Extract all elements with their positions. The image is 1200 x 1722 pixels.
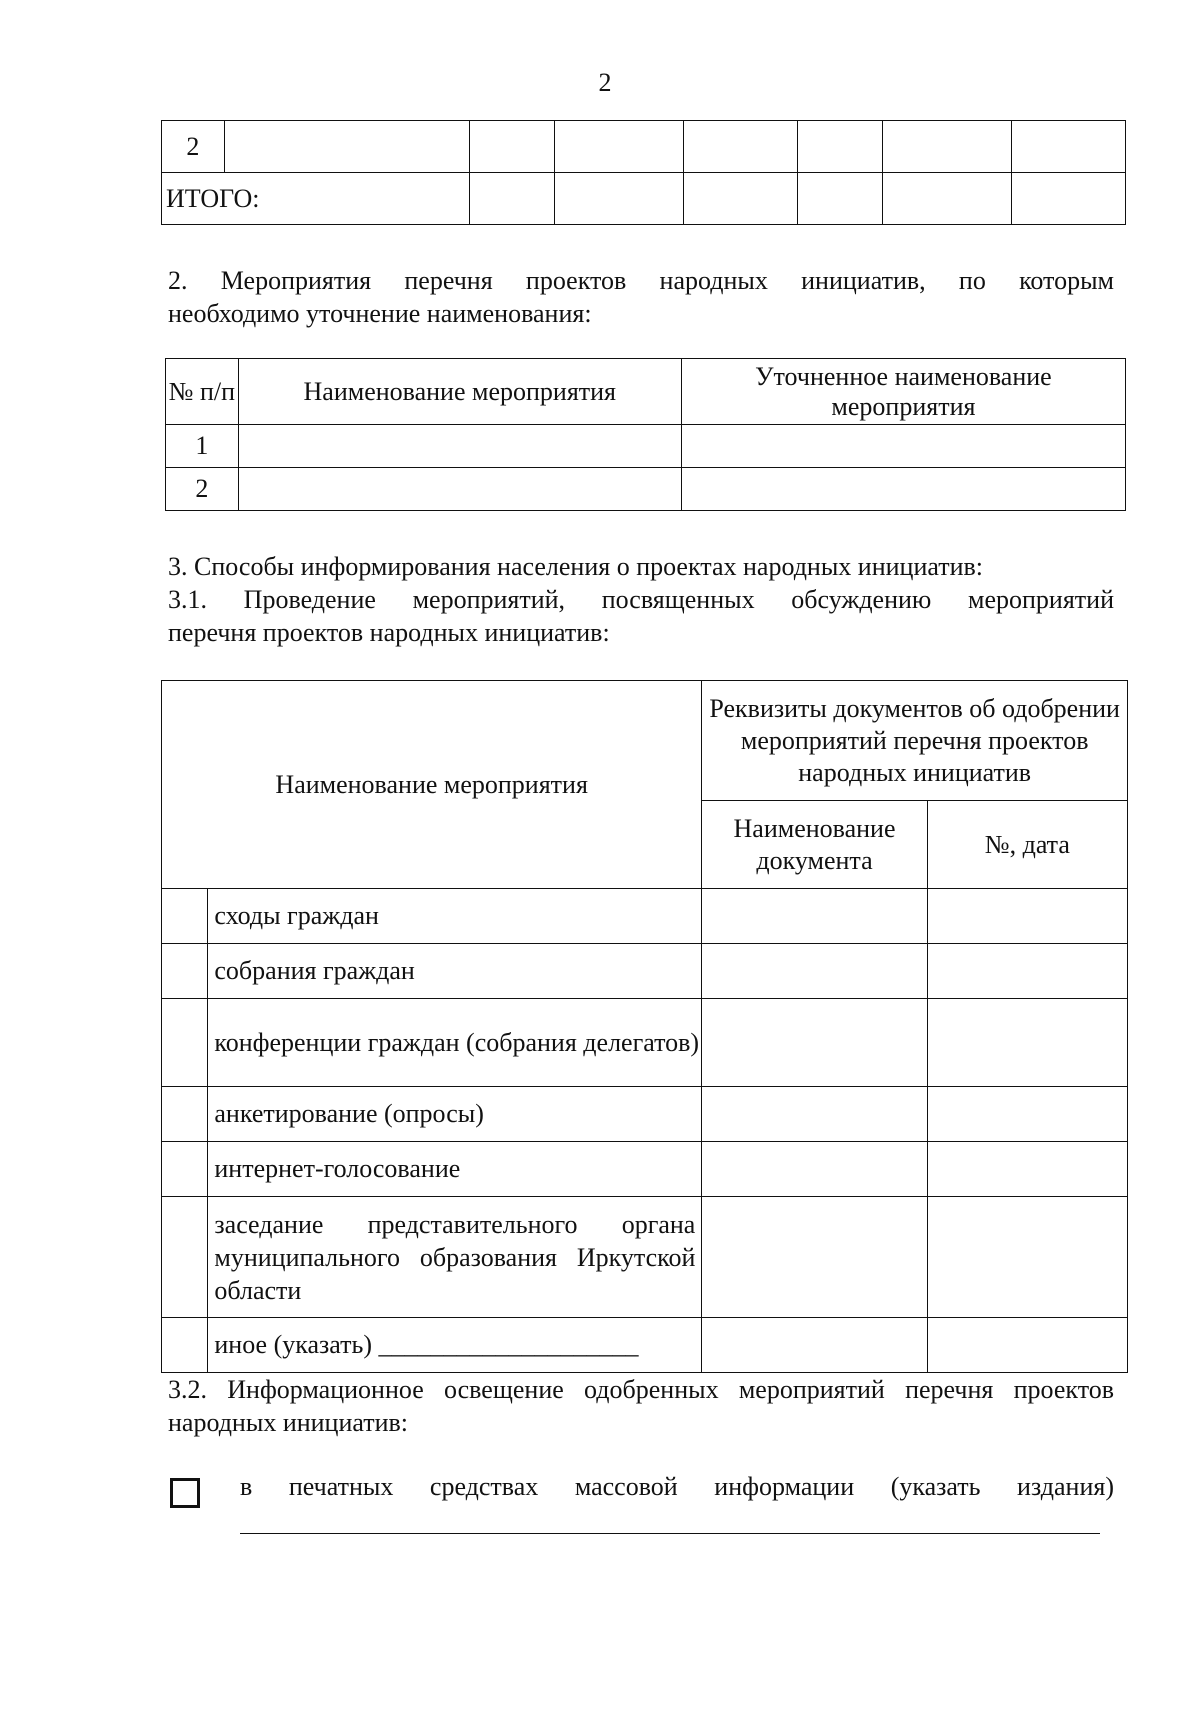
- empty-cell: [927, 1318, 1127, 1373]
- table-row: [162, 173, 1126, 225]
- header-event-name: Наименование мероприятия: [162, 681, 702, 889]
- table-row: [162, 944, 1128, 999]
- empty-cell: [162, 1142, 208, 1197]
- empty-cell: [683, 173, 797, 225]
- empty-cell: [797, 173, 883, 225]
- table-row: [162, 1197, 1128, 1318]
- table-row: [166, 468, 1126, 511]
- section3-1-heading-line2: перечня проектов народных инициатив:: [168, 618, 610, 647]
- empty-cell: [162, 1197, 208, 1318]
- empty-cell: [702, 1142, 927, 1197]
- empty-cell: [927, 999, 1127, 1087]
- empty-cell: [927, 1087, 1127, 1142]
- header-doc-name: Наименование документа: [702, 801, 927, 889]
- table-row: [162, 1087, 1128, 1142]
- section3-1-heading-line1: 3.1. Проведение мероприятий, посвященных обсуждению мероприятий: [168, 585, 1114, 614]
- empty-cell: [224, 121, 469, 173]
- empty-cell: [883, 173, 1011, 225]
- empty-cell: [927, 889, 1127, 944]
- empty-cell: [683, 121, 797, 173]
- table-row: [162, 121, 1126, 173]
- event-name-cell: сходы граждан: [208, 889, 702, 944]
- table-header-row: [162, 681, 1128, 801]
- empty-cell: [162, 944, 208, 999]
- event-name-cell: собрания граждан: [208, 944, 702, 999]
- row-number: 1: [166, 425, 239, 468]
- empty-cell: [162, 999, 208, 1087]
- empty-cell: [1011, 121, 1125, 173]
- section2-heading-line2: необходимо уточнение наименования:: [168, 299, 592, 328]
- empty-cell: [555, 121, 683, 173]
- empty-cell: [702, 999, 927, 1087]
- empty-cell: [162, 1087, 208, 1142]
- empty-cell: [927, 1142, 1127, 1197]
- event-name-cell: анкетирование (опросы): [208, 1087, 702, 1142]
- header-number: № п/п: [166, 359, 239, 425]
- empty-cell: [162, 889, 208, 944]
- empty-cell: [702, 1197, 927, 1318]
- total-label: ИТОГО:: [162, 173, 470, 225]
- table-row: [162, 999, 1128, 1087]
- event-name-cell: конференции граждан (собрания делегатов): [208, 999, 702, 1087]
- empty-cell: [927, 1197, 1127, 1318]
- section3-2-heading-line1: 3.2. Информационное освещение одобренных мероприятий перечня проектов: [168, 1375, 1114, 1404]
- table-row: [162, 889, 1128, 944]
- summary-table: [161, 120, 1126, 225]
- table-row: [162, 1142, 1128, 1197]
- empty-cell: [927, 944, 1127, 999]
- page-number: 2: [598, 68, 612, 97]
- header-name: Наименование мероприятия: [238, 359, 681, 425]
- event-name-cell: иное (указать) ____________________: [208, 1318, 702, 1373]
- empty-cell: [702, 1087, 927, 1142]
- events-table: [161, 680, 1128, 1373]
- table-header-row: [166, 359, 1126, 425]
- section2-heading-line1: 2. Мероприятия перечня проектов народных инициатив, по которым: [168, 266, 1114, 295]
- empty-cell: [702, 944, 927, 999]
- print-media-checkbox[interactable]: [170, 1478, 200, 1508]
- empty-cell: [702, 889, 927, 944]
- table-row: [166, 425, 1126, 468]
- empty-cell: [1011, 173, 1125, 225]
- empty-cell: [681, 425, 1125, 468]
- print-media-fill-line: [240, 1533, 1100, 1534]
- section3-heading: 3. Способы информирования населения о проектах народных инициатив:: [168, 552, 984, 581]
- row-number: 2: [166, 468, 239, 511]
- empty-cell: [797, 121, 883, 173]
- event-name-cell: интернет-голосование: [208, 1142, 702, 1197]
- empty-cell: [469, 121, 555, 173]
- empty-cell: [681, 468, 1125, 511]
- empty-cell: [238, 468, 681, 511]
- header-number-date: №, дата: [927, 801, 1127, 889]
- refinement-table: [165, 358, 1126, 511]
- row-number-cell: 2: [162, 121, 225, 173]
- section3-2-heading-line2: народных инициатив:: [168, 1408, 409, 1437]
- header-refined-name: Уточненное наименование мероприятия: [681, 359, 1125, 425]
- empty-cell: [555, 173, 683, 225]
- print-media-label: в печатных средствах массовой информации (указать издания): [240, 1472, 1114, 1501]
- event-name-cell: заседание представительного органа муниципального образования Иркутской области: [208, 1197, 702, 1318]
- empty-cell: [469, 173, 555, 225]
- empty-cell: [162, 1318, 208, 1373]
- header-requisites: Реквизиты документов об одобрении мероприятий перечня проектов народных инициатив: [702, 681, 1128, 801]
- empty-cell: [238, 425, 681, 468]
- empty-cell: [702, 1318, 927, 1373]
- table-row: [162, 1318, 1128, 1373]
- empty-cell: [883, 121, 1011, 173]
